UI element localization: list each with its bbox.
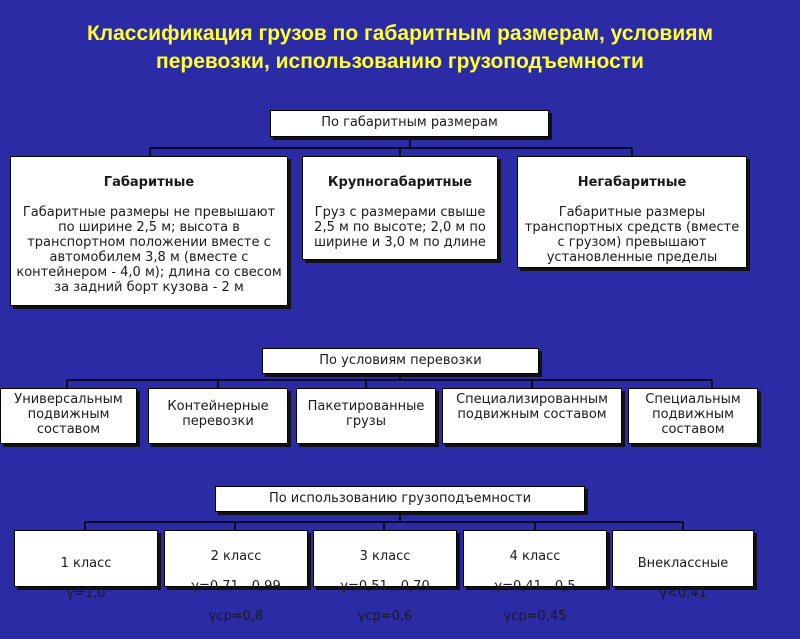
page-title: Классификация грузов по габаритным размерам, условиям перевозки, использованию грузоподъемности: [86, 22, 714, 73]
container-transport-box: Контейнерные перевозки: [148, 388, 288, 444]
gamma-range: γ=0,51…0,70: [340, 579, 430, 594]
class-name: 2 класс: [210, 549, 262, 564]
dimensions-out-of-gauge-box: [517, 156, 747, 268]
gamma-range: γ=0,71…0,99: [191, 579, 281, 594]
class-name: 1 класс: [60, 556, 112, 571]
packaged-cargo-box: Пакетированные грузы: [296, 388, 436, 444]
dimensions-oversized-box: [302, 156, 498, 260]
dimensions-header: По габаритным размерам: [270, 110, 549, 137]
box-text: Габаритные размеры транспортных средств (вместе с грузом) превышают установленные пределы: [524, 205, 740, 265]
box-text: Груз с размерами свыше 2,5 м по высоте; 2,0 м по ширине и 3,0 м по длине: [314, 205, 486, 250]
gamma-average: γср=0,8: [208, 609, 264, 624]
gamma-range: γ=0,41…0,5: [494, 579, 576, 594]
box-title: Негабаритные: [577, 175, 687, 190]
class-4-box: [463, 530, 607, 624]
class-2-box: [164, 530, 308, 624]
gamma-average: γср=0,45: [503, 609, 567, 624]
specialized-rolling-stock-box: Специализированным подвижным составом: [442, 388, 622, 444]
class-3-box: [313, 530, 457, 624]
gamma-range: γ<0,41: [659, 586, 707, 601]
special-rolling-stock-box: Специальным подвижным составом: [628, 388, 758, 444]
class-name: 3 класс: [359, 549, 411, 564]
gamma-range: γ=1,0: [66, 586, 106, 601]
box-title: Крупногабаритные: [327, 175, 473, 190]
gamma-average: γср=0,6: [357, 609, 413, 624]
class-1-box: [14, 530, 158, 601]
box-text: Габаритные размеры не превышают по ширине 2,5 м; высота в транспортном положении вместе с автомобилем 3,8 м (вместе с контейнером - 4,0 м); длина со свесом за задний борт кузова - 2 м: [16, 205, 282, 295]
class-name: Внеклассные: [637, 556, 729, 571]
box-title: Габаритные: [103, 175, 195, 190]
load-capacity-header: По использованию грузоподъемности: [215, 486, 585, 512]
class-name: 4 класс: [509, 549, 561, 564]
dimensions-standard-box: [10, 156, 288, 306]
non-class-box: [612, 530, 754, 601]
transport-conditions-header: По условиям перевозки: [262, 348, 539, 374]
universal-rolling-stock-box: Универсальным подвижным составом: [0, 388, 137, 444]
